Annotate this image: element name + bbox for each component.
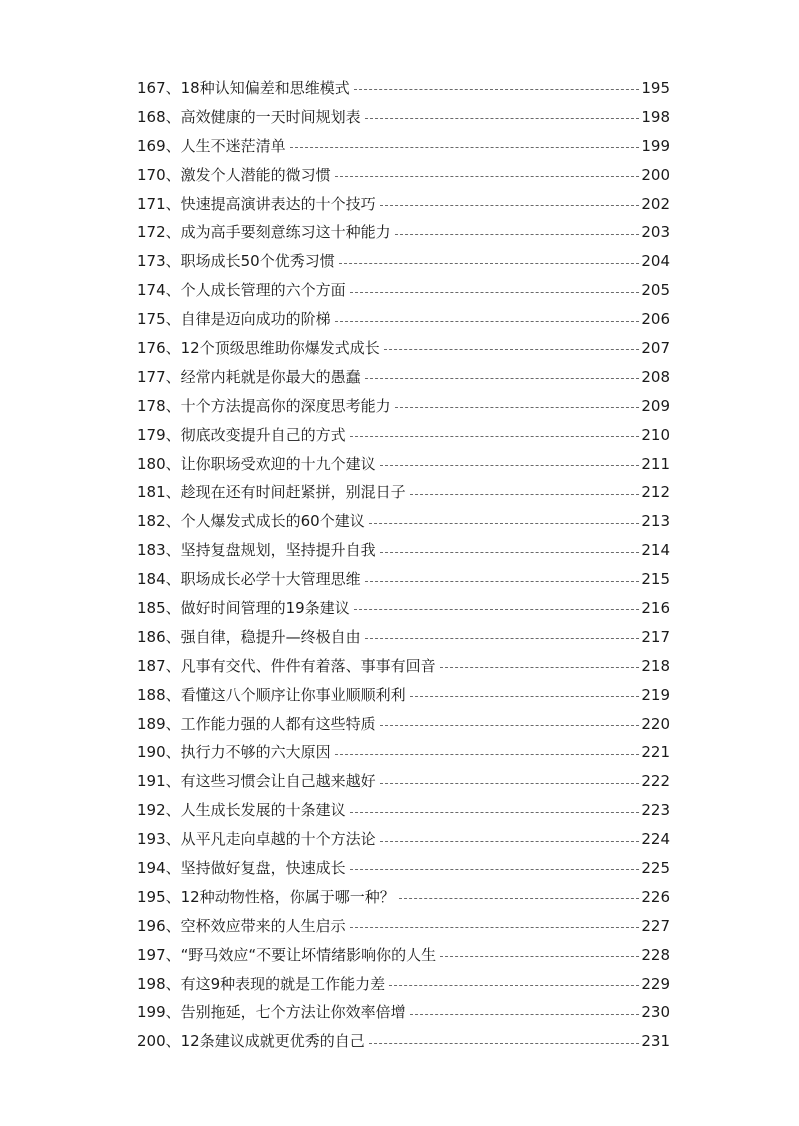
toc-entry-title: 200、12条建议成就更优秀的自己 <box>137 1032 365 1051</box>
toc-entry[interactable] <box>137 132 670 161</box>
toc-entry[interactable] <box>137 594 670 623</box>
toc-entry-page-number: 215 <box>641 570 670 589</box>
toc-dot-leader <box>380 204 640 206</box>
toc-entry[interactable] <box>137 738 670 767</box>
toc-dot-leader <box>350 435 640 437</box>
toc-entry-page-number: 210 <box>641 425 670 444</box>
toc-dot-leader <box>440 666 640 668</box>
toc-entry-title: 173、职场成长50个优秀习惯 <box>137 252 335 271</box>
toc-entry-title: 187、凡事有交代、件件有着落、事事有回音 <box>137 656 436 675</box>
toc-entry-title: 195、12种动物性格，你属于哪一种？ <box>137 887 395 906</box>
toc-entry-page-number: 202 <box>641 194 670 213</box>
toc-entry-page-number: 220 <box>641 714 670 733</box>
toc-entry-page-number: 222 <box>641 772 670 791</box>
toc-dot-leader <box>339 262 640 264</box>
toc-entry-page-number: 221 <box>641 743 670 762</box>
toc-dot-leader <box>389 984 639 986</box>
toc-entry-page-number: 223 <box>641 801 670 820</box>
toc-entry-page-number: 206 <box>641 310 670 329</box>
toc-entry-title: 169、人生不迷茫清单 <box>137 136 286 155</box>
toc-entry-page-number: 204 <box>641 252 670 271</box>
toc-entry[interactable] <box>137 536 670 565</box>
toc-dot-leader <box>380 551 640 553</box>
toc-entry[interactable] <box>137 767 670 796</box>
toc-entry[interactable] <box>137 710 670 739</box>
toc-entry-title: 183、坚持复盘规划，坚持提升自我 <box>137 541 376 560</box>
toc-entry[interactable] <box>137 883 670 912</box>
toc-entry-page-number: 225 <box>641 858 670 877</box>
toc-entry-title: 182、个人爆发式成长的60个建议 <box>137 512 365 531</box>
toc-entry-page-number: 224 <box>641 830 670 849</box>
toc-entry-title: 185、做好时间管理的19条建议 <box>137 598 350 617</box>
toc-entry-title: 189、工作能力强的人都有这些特质 <box>137 714 376 733</box>
toc-entry-page-number: 209 <box>641 396 670 415</box>
toc-entry-page-number: 219 <box>641 685 670 704</box>
toc-entry[interactable] <box>137 276 670 305</box>
toc-dot-leader <box>369 1042 640 1044</box>
toc-entry-page-number: 212 <box>641 483 670 502</box>
toc-dot-leader <box>410 695 640 697</box>
toc-entry-page-number: 228 <box>641 945 670 964</box>
toc-entry[interactable] <box>137 941 670 970</box>
toc-entry-page-number: 198 <box>641 107 670 126</box>
toc-entry[interactable] <box>137 247 670 276</box>
toc-entry-title: 171、快速提高演讲表达的十个技巧 <box>137 194 376 213</box>
toc-entry-title: 170、激发个人潜能的微习惯 <box>137 165 331 184</box>
toc-dot-leader <box>410 493 640 495</box>
toc-dot-leader <box>350 811 640 813</box>
toc-entry[interactable] <box>137 74 670 103</box>
toc-entry[interactable] <box>137 190 670 219</box>
toc-entry[interactable] <box>137 218 670 247</box>
toc-entry-page-number: 213 <box>641 512 670 531</box>
toc-dot-leader <box>369 522 640 524</box>
toc-entry-page-number: 218 <box>641 656 670 675</box>
toc-dot-leader <box>365 580 640 582</box>
toc-dot-leader <box>335 753 640 755</box>
toc-entry-title: 178、十个方法提高你的深度思考能力 <box>137 396 391 415</box>
toc-entry-title: 175、自律是迈向成功的阶梯 <box>137 310 331 329</box>
toc-entry-page-number: 205 <box>641 281 670 300</box>
toc-dot-leader <box>380 724 640 726</box>
toc-entry-title: 191、有这些习惯会让自己越来越好 <box>137 772 376 791</box>
toc-entry[interactable] <box>137 623 670 652</box>
toc-entry-title: 177、经常内耗就是你最大的愚蠢 <box>137 367 361 386</box>
toc-dot-leader <box>380 840 640 842</box>
toc-dot-leader <box>335 320 640 322</box>
toc-entry[interactable] <box>137 1027 670 1056</box>
toc-entry-page-number: 227 <box>641 916 670 935</box>
toc-entry-page-number: 226 <box>641 887 670 906</box>
toc-entry-page-number: 216 <box>641 598 670 617</box>
toc-entry[interactable] <box>137 854 670 883</box>
toc-entry-title: 194、坚持做好复盘，快速成长 <box>137 858 346 877</box>
toc-entry-title: 193、从平凡走向卓越的十个方法论 <box>137 830 376 849</box>
toc-entry[interactable] <box>137 305 670 334</box>
toc-entry-title: 168、高效健康的一天时间规划表 <box>137 107 361 126</box>
toc-dot-leader <box>350 291 640 293</box>
toc-entry-title: 198、有这9种表现的就是工作能力差 <box>137 974 386 993</box>
toc-entry[interactable] <box>137 392 670 421</box>
toc-entry-page-number: 208 <box>641 367 670 386</box>
toc-entry-title: 174、个人成长管理的六个方面 <box>137 281 346 300</box>
toc-entry-title: 167、18种认知偏差和思维模式 <box>137 78 350 97</box>
toc-entry-page-number: 203 <box>641 223 670 242</box>
toc-entry-page-number: 217 <box>641 627 670 646</box>
toc-entry[interactable] <box>137 507 670 536</box>
toc-entry-title: 180、让你职场受欢迎的十九个建议 <box>137 454 376 473</box>
toc-entry-page-number: 207 <box>641 338 670 357</box>
toc-entry[interactable] <box>137 450 670 479</box>
toc-entry-page-number: 231 <box>641 1032 670 1051</box>
toc-dot-leader <box>399 897 640 899</box>
toc-entry-page-number: 211 <box>641 454 670 473</box>
toc-entry-page-number: 195 <box>641 78 670 97</box>
toc-dot-leader <box>354 608 640 610</box>
toc-dot-leader <box>365 377 640 379</box>
toc-dot-leader <box>384 348 640 350</box>
toc-dot-leader <box>440 955 639 957</box>
toc-dot-leader <box>350 926 640 928</box>
toc-dot-leader <box>365 637 640 639</box>
toc-entry-title: 176、12个顶级思维助你爆发式成长 <box>137 338 380 357</box>
toc-entry[interactable] <box>137 652 670 681</box>
toc-entry[interactable] <box>137 103 670 132</box>
toc-entry-title: 181、趁现在还有时间赶紧拼，别混日子 <box>137 483 406 502</box>
toc-dot-leader <box>290 146 640 148</box>
toc-entry[interactable] <box>137 912 670 941</box>
table-of-contents <box>137 74 670 1056</box>
toc-entry[interactable] <box>137 681 670 710</box>
toc-entry[interactable] <box>137 421 670 450</box>
toc-entry-page-number: 214 <box>641 541 670 560</box>
toc-entry-title: 179、彻底改变提升自己的方式 <box>137 425 346 444</box>
toc-dot-leader <box>365 117 640 119</box>
toc-entry[interactable] <box>137 363 670 392</box>
toc-entry-title: 197、“野马效应“不要让坏情绪影响你的人生 <box>137 945 437 964</box>
toc-dot-leader <box>350 868 640 870</box>
toc-dot-leader <box>380 782 640 784</box>
toc-entry[interactable] <box>137 796 670 825</box>
toc-entry-title: 188、看懂这八个顺序让你事业顺顺利利 <box>137 685 406 704</box>
toc-entry-title: 184、职场成长必学十大管理思维 <box>137 570 361 589</box>
toc-entry[interactable] <box>137 825 670 854</box>
toc-dot-leader <box>380 464 640 466</box>
toc-entry-page-number: 229 <box>641 974 670 993</box>
toc-dot-leader <box>410 1013 640 1015</box>
toc-entry[interactable] <box>137 161 670 190</box>
toc-entry-title: 190、执行力不够的六大原因 <box>137 743 331 762</box>
toc-dot-leader <box>395 406 640 408</box>
toc-entry-title: 199、告别拖延，七个方法让你效率倍增 <box>137 1003 406 1022</box>
toc-dot-leader <box>395 233 640 235</box>
toc-entry[interactable] <box>137 565 670 594</box>
toc-entry-title: 186、强自律，稳提升—终极自由 <box>137 627 361 646</box>
toc-entry-title: 196、空杯效应带来的人生启示 <box>137 916 346 935</box>
toc-entry-page-number: 199 <box>641 136 670 155</box>
toc-dot-leader <box>354 88 640 90</box>
toc-dot-leader <box>335 175 640 177</box>
toc-entry[interactable] <box>137 999 670 1028</box>
toc-entry-page-number: 200 <box>641 165 670 184</box>
toc-entry-title: 192、人生成长发展的十条建议 <box>137 801 346 820</box>
toc-entry-page-number: 230 <box>641 1003 670 1022</box>
toc-entry-title: 172、成为高手要刻意练习这十种能力 <box>137 223 391 242</box>
toc-entry[interactable] <box>137 970 670 999</box>
toc-entry[interactable] <box>137 478 670 507</box>
toc-entry[interactable] <box>137 334 670 363</box>
